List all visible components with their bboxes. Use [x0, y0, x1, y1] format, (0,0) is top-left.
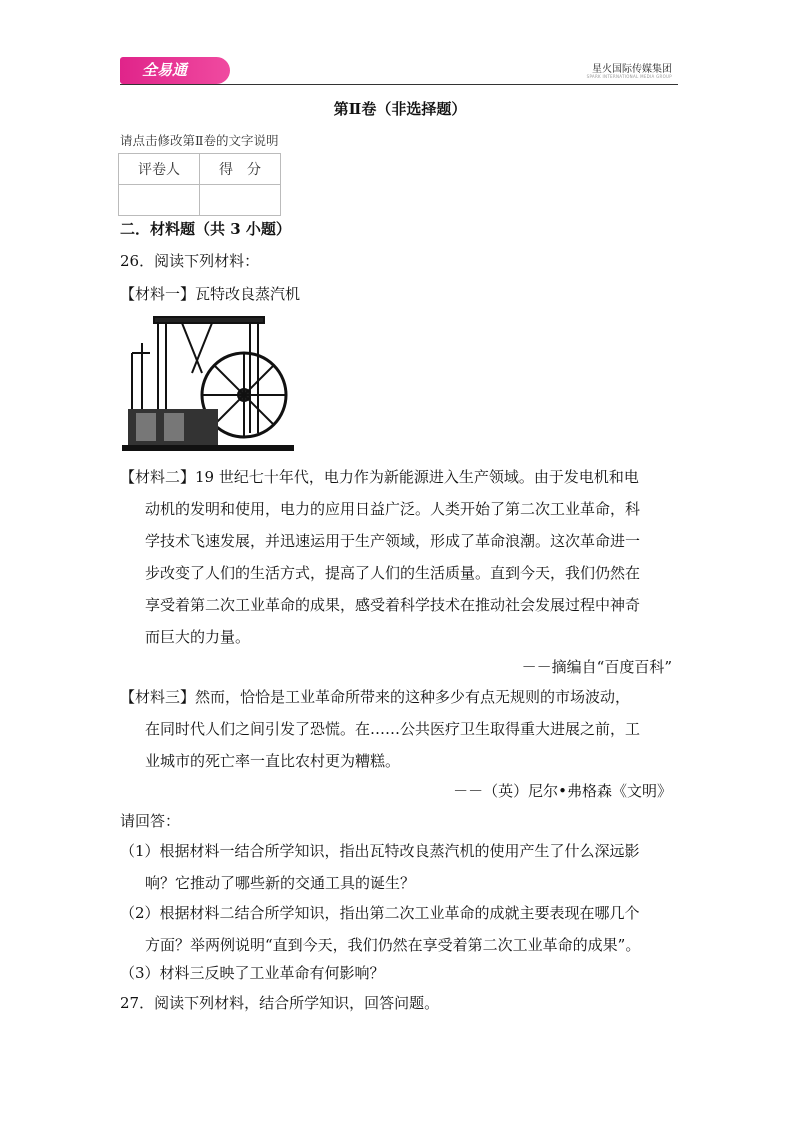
score-header: 得 分	[200, 154, 281, 185]
publisher-subtitle: SPARK INTERNATIONAL MEDIA GROUP	[586, 74, 672, 79]
section-note[interactable]: 请点击修改第Ⅱ卷的文字说明	[120, 133, 279, 148]
subquestion-3: （3）材料三反映了工业革命有何影响？	[120, 964, 385, 982]
material-2-source: －－摘编自“百度百科”	[521, 658, 672, 676]
brand-logo: 全易通	[120, 57, 230, 84]
subquestion-2-line-1: （2）根据材料二结合所学知识，指出第二次工业革命的成就主要表现在哪几个	[120, 904, 640, 922]
material-2-line-6: 而巨大的力量。	[145, 628, 251, 646]
part-heading: 二．材料题（共 3 小题）	[120, 220, 291, 238]
material-3-line-1: 【材料三】然而，恰恰是工业革命所带来的这种多少有点无规则的市场波动，	[120, 688, 631, 706]
question-26-intro: 26．阅读下列材料：	[120, 252, 260, 270]
score-table	[118, 153, 281, 216]
material-1-label: 【材料一】瓦特改良蒸汽机	[120, 285, 301, 303]
grader-cell[interactable]	[119, 185, 200, 216]
grader-header: 评卷人	[119, 154, 200, 185]
subquestion-2-line-2: 方面？举两例说明“直到今天，我们仍然在享受着第二次工业革命的成果”。	[145, 936, 641, 954]
question-27-intro: 27．阅读下列材料，结合所学知识，回答问题。	[120, 994, 440, 1012]
material-2-line-4: 步改变了人们的生活方式，提高了人们的生活质量。直到今天，我们仍然在	[145, 564, 641, 582]
header-divider	[120, 84, 678, 85]
material-2-line-5: 享受着第二次工业革命的成果，感受着科学技术在推动社会发展过程中神奇	[145, 596, 641, 614]
subquestion-1-line-1: （1）根据材料一结合所学知识，指出瓦特改良蒸汽机的使用产生了什么深远影	[120, 842, 640, 860]
steam-engine-illustration	[122, 313, 294, 453]
publisher-name: 星火国际传媒集团	[592, 64, 672, 75]
answer-prompt: 请回答：	[120, 812, 181, 830]
material-2-line-3: 学技术飞速发展，并迅速运用于生产领域，形成了革命浪潮。这次革命进一	[145, 532, 641, 550]
subquestion-1-line-2: 响？它推动了哪些新的交通工具的诞生？	[145, 874, 416, 892]
material-3-source: －－（英）尼尔•弗格森《文明》	[453, 782, 672, 800]
material-2-line-1: 【材料二】19 世纪七十年代，电力作为新能源进入生产领域。由于发电机和电	[120, 468, 639, 486]
material-2-line-2: 动机的发明和使用，电力的应用日益广泛。人类开始了第二次工业革命，科	[145, 500, 641, 518]
section-title: 第Ⅱ卷（非选择题）	[333, 100, 467, 118]
score-cell[interactable]	[200, 185, 281, 216]
material-3-line-2: 在同时代人们之间引发了恐慌。在……公共医疗卫生取得重大进展之前，工	[145, 720, 641, 738]
material-3-line-3: 业城市的死亡率一直比农村更为糟糕。	[145, 752, 401, 770]
